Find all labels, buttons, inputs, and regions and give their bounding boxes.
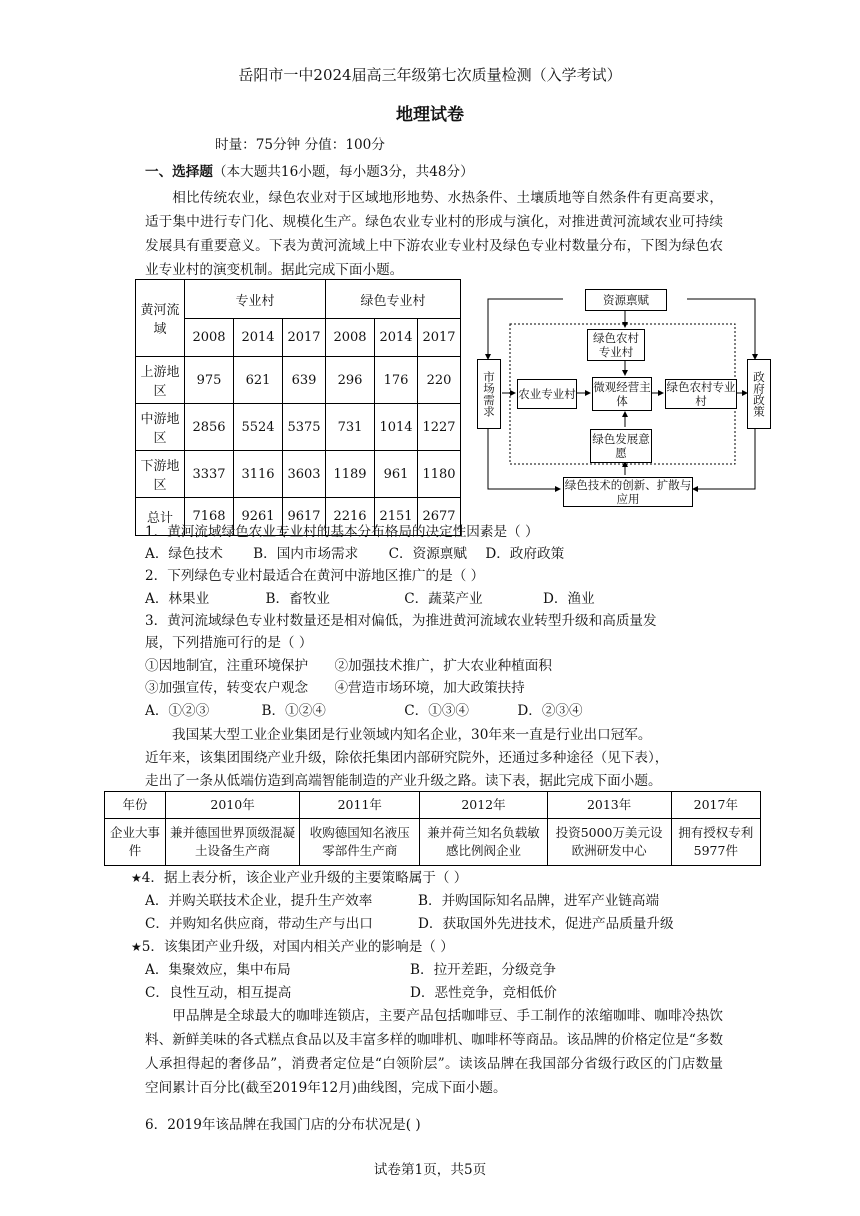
q2-option-d: D．渔业 xyxy=(542,591,595,607)
table1-row-label: 总计 xyxy=(136,498,185,536)
question-4-stem xyxy=(131,868,467,888)
passage-2-line-2: 近年来，该集团围绕产业升级，除依托集团内部研究院外，还通过多种途径（见下表）， xyxy=(145,750,669,766)
question-3-statements-2 xyxy=(145,678,525,698)
specialized-village-table xyxy=(135,279,461,536)
evolution-diagram xyxy=(475,287,775,513)
table1-row-label: 中游地区 xyxy=(136,404,185,451)
table1-corner: 黄河流域 xyxy=(136,280,185,357)
question-3-statements-1 xyxy=(145,656,552,676)
table2-year: 2012年 xyxy=(420,792,547,819)
q3-option-d: D．②③④ xyxy=(517,703,583,719)
table1-cell: 296 xyxy=(326,357,375,404)
node-market-demand: 市场需求 xyxy=(477,359,501,429)
passage-1: 相比传统农业，绿色农业对于区域地形地势、水热条件、土壤质地等自然条件有更高要求，适于集中进行专门化、规模化生产。绿色农业专业村的形成与演化，对推进黄河流域农业可持续发展具有重要意义。下表为黄河流域上中下游农业专业村及绿色专业村数量分布，下图为绿色农业专业村的演变机制。据此完成下面小题。 xyxy=(145,190,723,278)
table1-cell: 3337 xyxy=(185,451,234,498)
table1-cell: 961 xyxy=(375,451,418,498)
table1-row xyxy=(136,357,461,404)
table1-cell: 2677 xyxy=(418,498,461,536)
q4-option-b: B．并购国际知名品牌，进军产业链高端 xyxy=(418,893,660,909)
table1-row-label: 上游地区 xyxy=(136,357,185,404)
q3-statement-2: ②加强技术推广，扩大农业种植面积 xyxy=(334,658,552,674)
table1-year: 2017 xyxy=(418,319,461,357)
table2-year: 2011年 xyxy=(300,792,420,819)
section-heading xyxy=(145,160,474,180)
table2-year-header: 年份 xyxy=(105,792,166,819)
question-6-stem: 6．2019年该品牌在我国门店的分布状况是( ) xyxy=(145,1117,421,1133)
q5-option-b: B．拉开差距，分级竞争 xyxy=(410,962,556,978)
page-footer: 试卷第1页，共5页 xyxy=(373,1162,487,1178)
table1-year: 2008 xyxy=(185,319,234,357)
question-5-stem xyxy=(131,937,454,957)
table1-cell: 3603 xyxy=(283,451,326,498)
passage-2-line-1: 我国某大型工业企业集团是行业领域内知名企业，30年来一直是行业出口冠军。 xyxy=(172,727,652,743)
table2-row-label: 企业大事件 xyxy=(105,819,166,866)
node-micro-entity: 微观经营主体 xyxy=(592,377,652,411)
q5-option-d: D．恶性竞争，竞相低价 xyxy=(410,985,557,1001)
table1-cell: 639 xyxy=(283,357,326,404)
passage-2-line-3: 走出了一条从低端仿造到高端智能制造的产业升级之路。读下表，据此完成下面小题。 xyxy=(145,773,662,789)
q3-statement-3: ③加强宣传，转变农户观念 xyxy=(145,680,309,696)
node-resource-endowment: 资源禀赋 xyxy=(585,289,667,311)
q2-option-b: B．畜牧业 xyxy=(265,591,330,607)
table2-event: 兼并德国世界顶级混凝土设备生产商 xyxy=(166,819,300,866)
table1-year: 2014 xyxy=(234,319,283,357)
table2-year: 2017年 xyxy=(671,792,760,819)
table1-cell: 621 xyxy=(234,357,283,404)
section-label: 一、选择题 xyxy=(145,164,213,180)
table1-cell: 2151 xyxy=(375,498,418,536)
q3-option-a: A．①②③ xyxy=(145,703,210,719)
table1-group-1: 专业村 xyxy=(185,280,326,319)
table2-event: 兼并荷兰知名负载敏感比例阀企业 xyxy=(420,819,547,866)
star-icon: ★ xyxy=(131,871,142,885)
table1-cell: 731 xyxy=(326,404,375,451)
table1-row-label: 下游地区 xyxy=(136,451,185,498)
table2-year: 2010年 xyxy=(166,792,300,819)
table1-cell: 5375 xyxy=(283,404,326,451)
q1-option-d: D．政府政策 xyxy=(485,546,565,562)
question-3-stem-2: 展，下列措施可行的是（ ） xyxy=(145,635,313,651)
exam-title: 岳阳市一中2024届高三年级第七次质量检测（入学考试） xyxy=(238,66,622,84)
table1-year: 2017 xyxy=(283,319,326,357)
table1-cell: 7168 xyxy=(185,498,234,536)
table1-cell: 9261 xyxy=(234,498,283,536)
table1-cell: 1189 xyxy=(326,451,375,498)
table1-cell: 9617 xyxy=(283,498,326,536)
q5-option-c: C．良性互动，相互提高 xyxy=(145,985,292,1001)
q3-option-b: B．①②④ xyxy=(261,703,326,719)
q3-statement-1: ①因地制宜，注重环境保护 xyxy=(145,658,309,674)
q3-statement-4: ④营造市场环境，加大政策扶持 xyxy=(334,680,525,696)
q1-option-a: A．绿色技术 xyxy=(145,546,223,562)
table2-event: 拥有授权专利5977件 xyxy=(671,819,760,866)
table1-cell: 5524 xyxy=(234,404,283,451)
table1-cell: 1227 xyxy=(418,404,461,451)
table2-event: 收购德国知名液压零部件生产商 xyxy=(300,819,420,866)
table1-cell: 220 xyxy=(418,357,461,404)
table2-year: 2013年 xyxy=(547,792,671,819)
table1-cell: 975 xyxy=(185,357,234,404)
star-icon: ★ xyxy=(131,940,142,954)
node-green-tech: 绿色技术的创新、扩散与应用 xyxy=(564,478,692,506)
table1-cell: 1014 xyxy=(375,404,418,451)
q4-option-c: C．并购知名供应商，带动生产与出口 xyxy=(145,916,373,932)
node-agri-village: 农业专业村 xyxy=(517,379,577,409)
q1-option-c: C．资源禀赋 xyxy=(388,546,467,562)
q4-option-a: A．并购关联技术企业，提升生产效率 xyxy=(145,893,373,909)
q5-option-a: A．集聚效应，集中布局 xyxy=(145,962,291,978)
question-2-options xyxy=(145,589,595,609)
node-green-village-top: 绿色农村专业村 xyxy=(587,329,645,361)
table1-year: 2014 xyxy=(375,319,418,357)
passage-3: 甲品牌是全球最大的咖啡连锁店，主要产品包括咖啡豆、手工制作的浓缩咖啡、咖啡冷热饮料、新鲜美味的各式糕点食品以及丰富多样的咖啡机、咖啡杯等商品。该品牌的价格定位是“多数人承担得起的奢侈品”，消费者定位是“白领阶层”。读该品牌在我国部分省级行政区的门店数量空间累计百分比(截至2019年12月)曲线图，完成下面小题。 xyxy=(145,1008,723,1096)
exam-meta: 时量：75分钟 分值：100分 xyxy=(215,137,385,153)
node-green-intent: 绿色发展意愿 xyxy=(590,429,652,463)
q5-stem-text: 5．该集团产业升级，对国内相关产业的影响是（ ） xyxy=(141,939,454,955)
table1-group-2: 绿色专业村 xyxy=(326,280,461,319)
node-government-policy: 政府政策 xyxy=(747,359,771,429)
q3-option-c: C．①③④ xyxy=(404,703,470,719)
table1-row xyxy=(136,451,461,498)
table1-row xyxy=(136,404,461,451)
question-3-options xyxy=(145,701,583,721)
q4-stem-text: 4．据上表分析，该企业产业升级的主要策略属于（ ） xyxy=(141,870,468,886)
table1-cell: 2856 xyxy=(185,404,234,451)
table1-cell: 3116 xyxy=(234,451,283,498)
question-2-stem: 2．下列绿色专业村最适合在黄河中游地区推广的是（ ） xyxy=(145,568,485,584)
q2-option-c: C．蔬菜产业 xyxy=(404,591,483,607)
table1-cell: 2216 xyxy=(326,498,375,536)
table1-cell: 1180 xyxy=(418,451,461,498)
q2-option-a: A．林果业 xyxy=(145,591,210,607)
table2-event: 投资5000万美元设欧洲研发中心 xyxy=(547,819,671,866)
question-3-stem-1: 3．黄河流域绿色专业村数量还是相对偏低，为推进黄河流域农业转型升级和高质量发 xyxy=(145,613,657,629)
question-1-options xyxy=(145,544,564,564)
node-green-village-right: 绿色农村专业村 xyxy=(666,380,736,408)
enterprise-events-table xyxy=(104,791,761,866)
q4-option-d: D．获取国外先进技术，促进产品质量升级 xyxy=(418,916,674,932)
section-note: （本大题共16小题，每小题3分，共48分） xyxy=(212,164,474,180)
exam-subtitle: 地理试卷 xyxy=(396,105,464,125)
q1-option-b: B．国内市场需求 xyxy=(253,546,359,562)
question-1-stem: 1．黄河流域绿色农业专业村的基本分布格局的决定性因素是（ ） xyxy=(145,524,539,540)
table1-year: 2008 xyxy=(326,319,375,357)
table1-cell: 176 xyxy=(375,357,418,404)
